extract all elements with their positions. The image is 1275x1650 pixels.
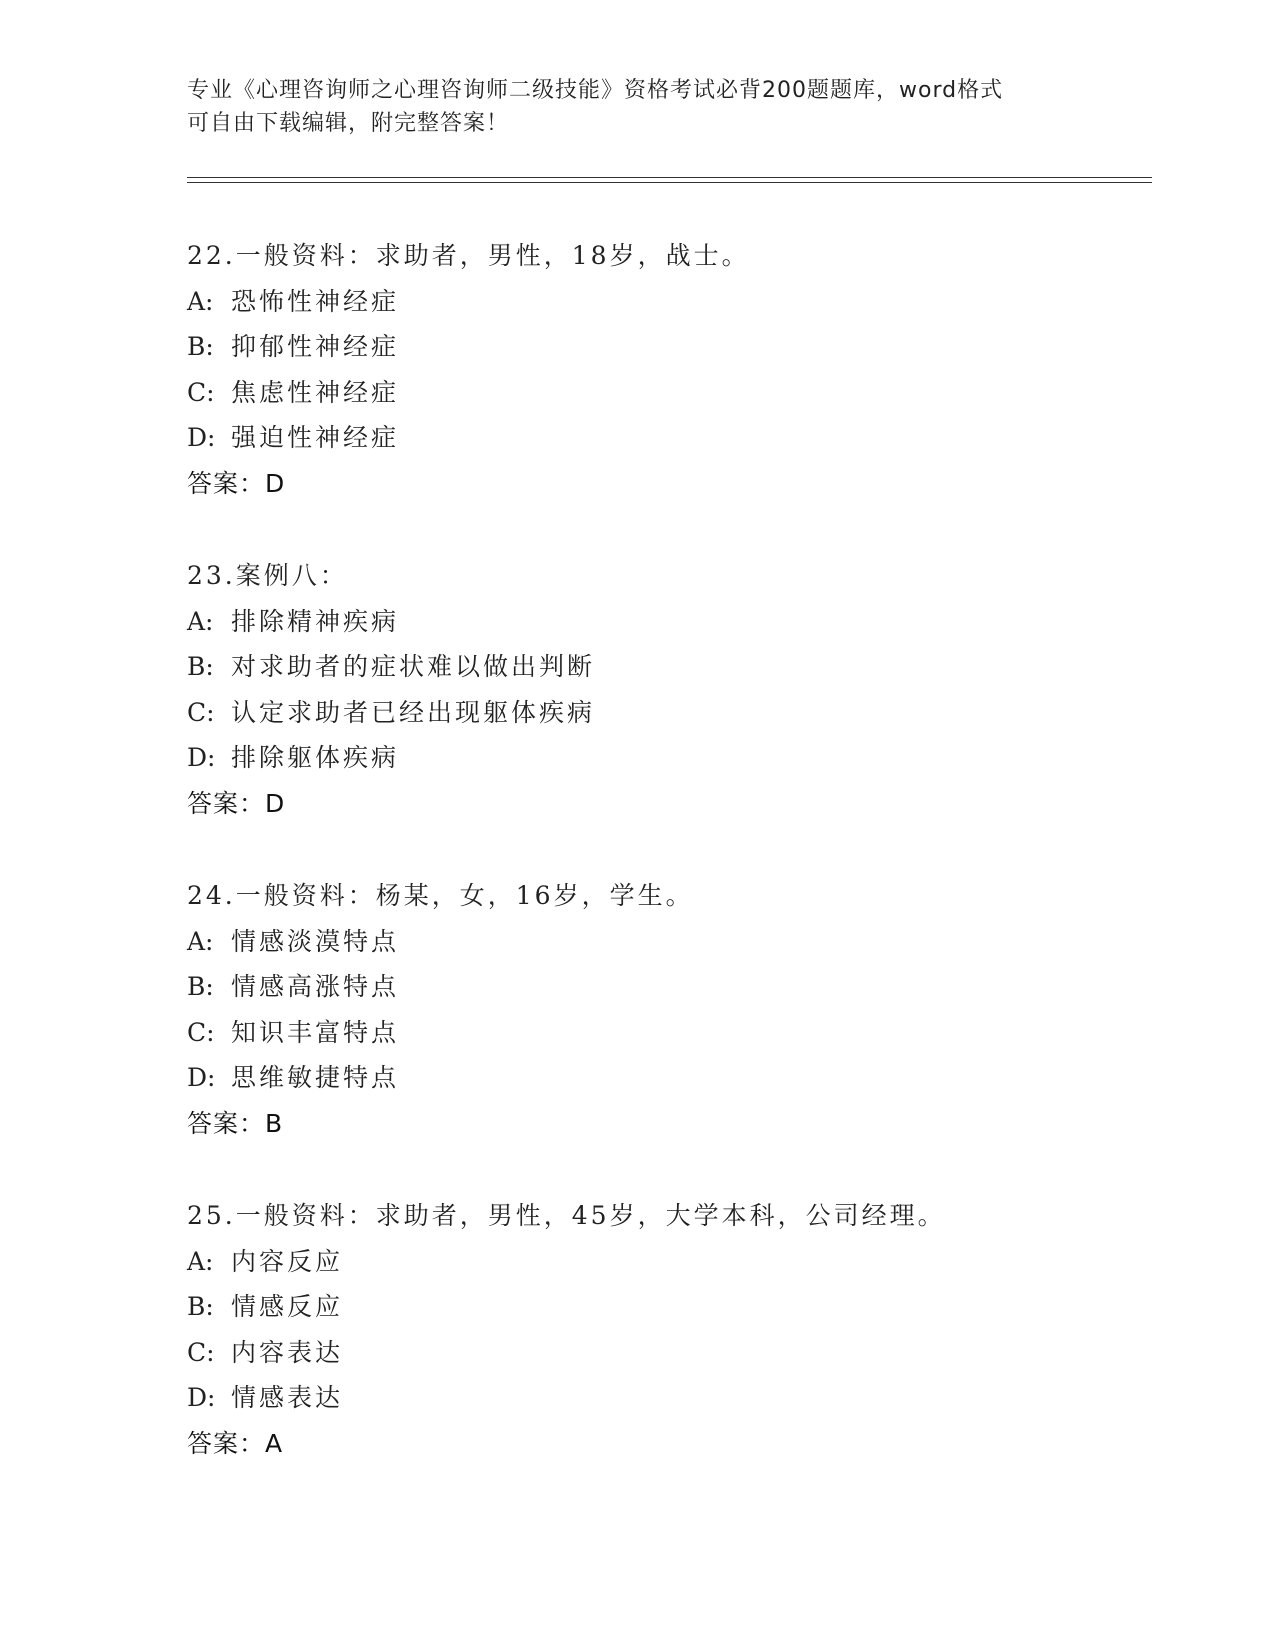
answer-line: 答案：A [187,1428,284,1458]
option-text: 恐怖性神经症 [231,286,400,316]
question-stem: 22.一般资料：求助者，男性，18岁，战士。 [187,241,750,270]
option-c [187,1010,1147,1056]
option-text: 情感高涨特点 [231,972,400,1001]
header-line-1: 专业《心理咨询师之心理咨询师二级技能》资格考试必背200题题库，word格式 [187,78,1004,103]
option-text: 排除精神疾病 [231,606,400,636]
option-label: B: [187,652,214,681]
option-label: A: [187,286,214,316]
option-text: 内容表达 [231,1337,344,1367]
option-label: B: [187,1292,214,1321]
option-d [187,735,1147,781]
option-b [187,964,1147,1010]
option-a [187,919,1147,965]
answer-line: 答案：B [187,1108,284,1138]
option-text: 思维敏捷特点 [231,1063,400,1092]
option-text: 知识丰富特点 [231,1017,400,1047]
option-c [187,370,1147,416]
option-text: 对求助者的症状难以做出判断 [231,652,596,681]
option-label: B: [187,332,214,361]
option-label: A: [187,926,214,956]
option-text: 焦虑性神经症 [231,377,400,407]
option-label: D: [187,1383,216,1412]
question-list [187,233,1147,1466]
option-label: D: [187,423,216,452]
answer-line: 答案：D [187,468,286,498]
option-a [187,599,1147,645]
option-d [187,1375,1147,1421]
option-a [187,279,1147,325]
option-text: 认定求助者已经出现躯体疾病 [231,697,596,727]
option-label: A: [187,606,214,636]
option-label: C: [187,377,215,407]
option-label: C: [187,1337,215,1367]
option-label: C: [187,697,215,727]
option-b [187,644,1147,690]
answer-line: 答案：D [187,788,286,818]
header-line-2: 可自由下载编辑，附完整答案！ [187,111,510,136]
option-b [187,1284,1147,1330]
question-23 [187,553,1147,826]
option-text: 排除躯体疾病 [231,743,400,772]
option-text: 强迫性神经症 [231,423,400,452]
option-text: 情感淡漠特点 [231,926,400,956]
question-stem: 25.一般资料：求助者，男性，45岁，大学本科，公司经理。 [187,1201,946,1230]
header-divider-top [187,177,1152,178]
option-d [187,415,1147,461]
option-text: 情感表达 [231,1383,344,1412]
option-label: D: [187,743,216,772]
option-label: D: [187,1063,216,1092]
option-text: 抑郁性神经症 [231,332,400,361]
option-text: 内容反应 [231,1246,344,1276]
question-22 [187,233,1147,506]
option-d [187,1055,1147,1101]
option-c [187,690,1147,736]
option-b [187,324,1147,370]
question-stem: 23.案例八： [187,561,348,590]
option-label: C: [187,1017,215,1047]
question-24 [187,873,1147,1146]
option-label: A: [187,1246,214,1276]
question-25 [187,1193,1147,1466]
option-text: 情感反应 [231,1292,344,1321]
header-divider-bottom [187,182,1152,183]
question-stem: 24.一般资料：杨某，女，16岁，学生。 [187,881,694,910]
option-a [187,1239,1147,1285]
option-c [187,1330,1147,1376]
option-label: B: [187,972,214,1001]
document-header [187,74,1067,140]
